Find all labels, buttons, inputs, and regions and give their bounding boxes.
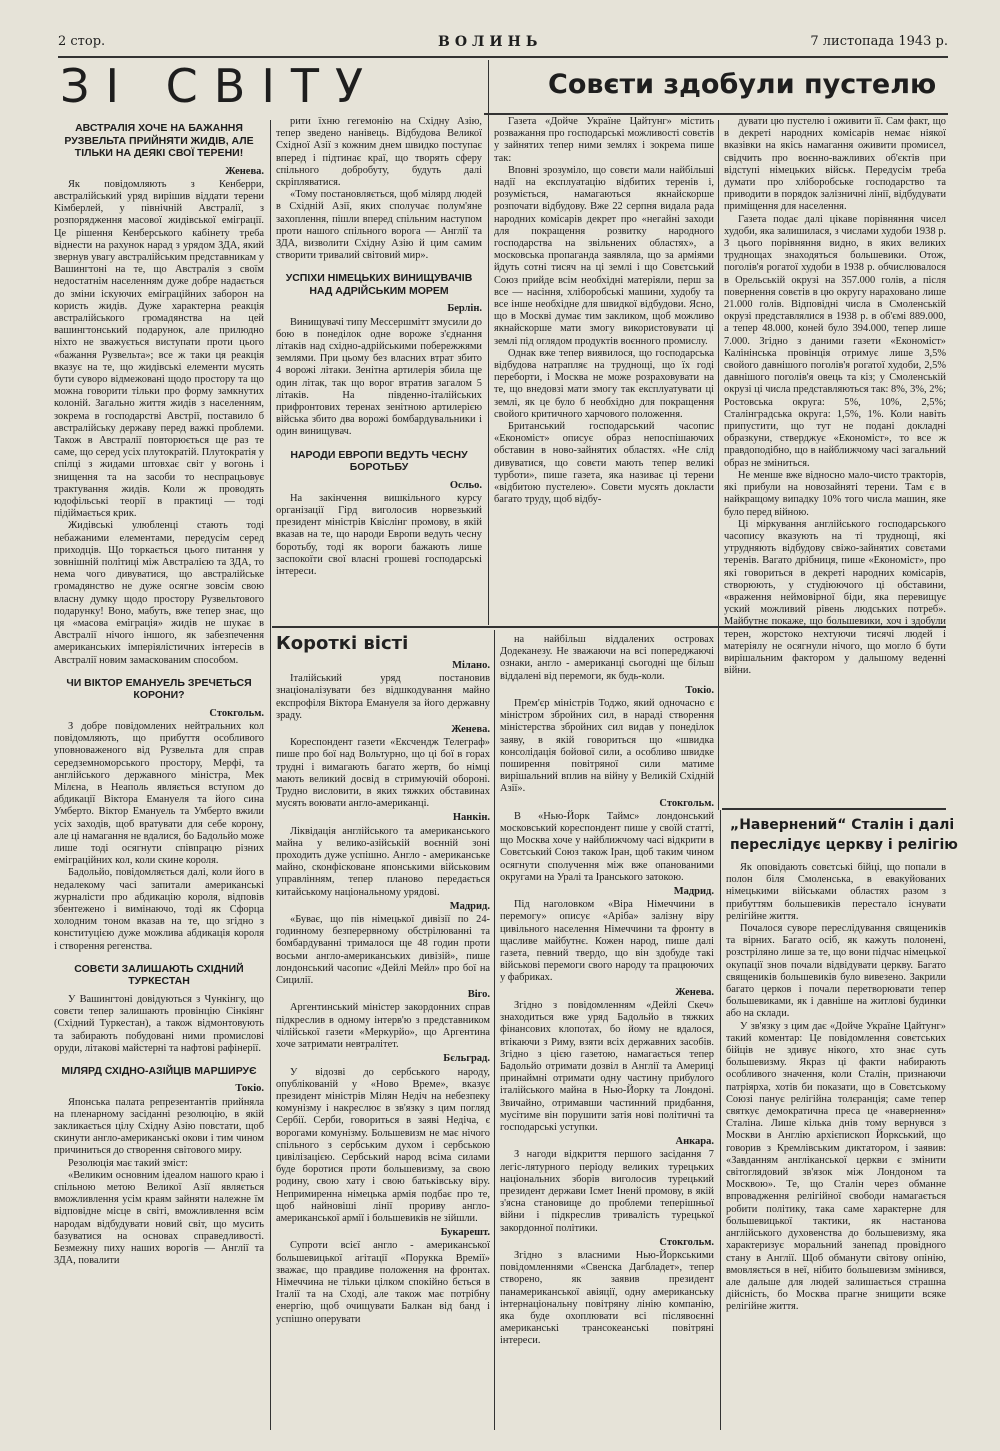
stalin-headline-1: „Навернений“ Сталін і далі	[730, 817, 955, 833]
article-paragraph: Як повідомляють з Кенберри, австралійський уряд вирішив віддати терени Кімберлей, у північній Австралії, з розпорядження масової жидівської еміграції. Це рішення Кенберського кабінету треба віднести на рахунок нарад з урядом ЗДА, який звернув увагу австралійським представникам у Вашингтоні на те, що Австралія з своїм недостатнім населенням дуже добре надається до зміни іскуючих еміграційних заборон на користь жидів. Дуже характерна реакція австралійського громадянства на цей вашингтонський подарунок, але прилюдно ніхто не зважується виступати проти цього «бажання Рузвельта»; все ж таки ця реакція вказує на те, що жидівські елементи мусять бути суворо відмежовані щодо простору та що можна говорити тільки про форму замкнутих колоній. Загально життя жидів з населенням, зокрема в господарстві Австрії, поставило б австралійську державу перед важкі проблеми. Також в Австралії повторюється ще раз те саме, що серед усіх плутократій. Плутократія у спілці з жидами штовхає світ у вогонь і знищення та на засоби то неспрацьовує трактування жидів. Коли ж проводять юдофільські теорії в практиці — тоді підіймається крик.	[54, 178, 264, 520]
news-dateline: Токіо.	[685, 684, 714, 696]
rule-stalin-top	[722, 808, 946, 810]
news-item: Супроти всієї англо - американської большевицької агітації «Порукка Времії» зважає, що правдиве положення на фронтах. Німеччина не тільки цілком спокійно бється в Італії та на Сході, але також має потрібну енергію, щоб очищувати Балкан від банд і успішно оперувати	[276, 1240, 490, 1325]
news-title: Короткі вісті	[276, 633, 409, 654]
news-dateline: Букарешт.	[440, 1227, 490, 1239]
news-dateline: Віго.	[467, 989, 490, 1001]
article-paragraph: З добре повідомлених нейтральних кол повідомляють, що прибуття особливого уповноваженого від Рузвельта для справ середземноморського простору, Мерфі, та англійського державного міністра, Мек Мілєна, в Неаполь являється вступом до абдикації Віктора Емануеля та його сина Умберто. Віктор Емануель та Умберто вжили усіх заходів, щоб вратувати для себе корону, але ці намагання не вдалися, бо Бадольйо може лише тоді осягнути співпрацю різних еміграційних кол, коли скине короля.	[54, 721, 264, 867]
article-paragraph: Як оповідають совєтські бійці, що попали в полон біля Смоленська, в евакуйованих німецькими військами областях разом з прибуттям большевиків перестало існувати релігійне життя.	[726, 862, 946, 922]
article-dateline: Берлін.	[447, 303, 482, 315]
article-dateline: Осльо.	[449, 479, 482, 491]
news-left-column	[276, 658, 490, 1430]
article-paragraph: «Великим основним ідеалом нашого краю і спільною метою Великої Азії являється вможливлення усім краям зайняти належне їм відповідне місце в світі, вможливлення всім народам відбудувати новий світ, що мусить базуватися на основах справедливості. Безмежну пиху наших ворогів — Англії та ЗДА, повалити	[54, 1169, 264, 1267]
article-paragraph: Винищувачі типу Мессершмітт змусили до бою в понеділок одне вороже з'єднання літаків над східно-адрійськими побережжями землями. При цьому без власних втрат збито 4 ворожі літаки. Зенітна артилерія збила ще один літак, так що ворог втратив загалом 5 літаків. На південно-італійських прифронтових теренах зенітною артилерією війська збито два ворожі бомбардувальники і один винищувач.	[276, 316, 482, 438]
issue-date: 7 листопада 1943 р.	[810, 34, 948, 49]
stalin-headline-2: переслідує церкву і релігію	[730, 837, 958, 853]
article-paragraph: Британський господарський часопис «Економіст» описує образ непоспішаючих обставин в ново-зайнятих областях. «Не слід дивуватися, що совєти мають тепер великі турботи», пише газета, яка називає ці терени «відбитою пустелею». Совєти мусять докласти багато труду, щоб відбу-	[494, 421, 714, 506]
article-dateline: Токіо.	[235, 1083, 264, 1095]
news-item: Кореспондент газети «Ексчендж Телеграф» пише про бої над Вольтурно, що ці бої в горах трудні і вимагають багато жертв, бо німці мають великий досвід в стримуючій обороні. Трудно висловити, в яких тяжких обставинах мусять воювати англо-американці.	[276, 737, 490, 810]
left-column	[54, 112, 264, 1430]
article-paragraph: Бадольйо, повідомляється далі, коли його в недалекому часі запитали американські журналісти про абдикацію короля, відповів збентежено і вимінаючо, тоді як Сфорца холодним тоном вказав на те, що згідно з конституцією дуже можлива абдикація короля і створення регенства.	[54, 867, 264, 952]
news-right-column	[500, 634, 714, 1430]
news-item: В «Нью-Йорк Таймс» лондонський московський кореспондент пише у своїй статті, що Москва хоче у найближчому часі відкрити в Совєтський Союз також Іран, щоб таким чином осягнути сполучення між вже опанованими округами на Уралі та Іранського затокою.	[500, 810, 714, 883]
article-paragraph: рити їхню гегемонію на Східну Азію, тепер зведено нанівець. Відбудова Великої Східної Азії з кожним днем швидко поступає вперед і підтинає краї, що творять сферу спільного добробуту, будуть далі скріпляватися.	[276, 116, 482, 189]
news-dateline: Мілано.	[452, 660, 490, 671]
soviets-column-2	[724, 116, 946, 804]
section-title: ЗІ СВІТУ	[60, 59, 380, 113]
news-dateline: Женева.	[451, 724, 490, 736]
article-headline: АВСТРАЛІЯ ХОЧЕ НА БАЖАННЯ РУЗВЕЛЬТА ПРИЙНЯТИ ЖИДІВ, АЛЕ ТІЛЬКИ НА ДЕЯКІ СВОЇ ТЕРЕНИ!	[64, 122, 254, 159]
article-paragraph: Жидівські улюбленці стають тоді небажаними елементами, передусім серед приходців. Що торкається цього питання у зовнішній політиці між Австралією та ЗДА, то нема чого дивуватися, що австралійське громадянство не дуже осягне зовсім свою власну думку щодо простору Рузвельтового подарунку! Воно, мабуть, вже тепер знає, що ця «масова еміграція» жидів не шукає в Австралії нічого іншого, як забезпечення американських імперіялістичних інтересів в Австралії новим замаскованим способом.	[54, 520, 264, 666]
news-dateline: Мадрид.	[449, 900, 490, 912]
article-headline: МІЛЯРД СХІДНО-АЗІЙЦІВ МАРШИРУЄ	[61, 1064, 257, 1077]
article-paragraph: Вповні зрозуміло, що совєти мали найбільші надії на експлуатацію відбитих теренів і, розуміється, намагаються якнайскорше розпочати відбудову. Вже 22 серпня видала рада народних комісарів декрет про «негайні заходи для покращення розвитку народного господарства на звільнених областях», а московська пропаганда заявляла, що за арміями йдуть сотні тисяч на ці землі і що Совєтський Союз прийде всім необхідні матеріяли, перш за все — насіння, хліборобські машини, худобу та все інше необхідне для швидкої відбудови. Ясно, що в Москві думає тим закликом, щоб можливо якнайскорше мати змогу використовувати ці землі під оглядом продуктів воєнного промислу.	[494, 164, 714, 347]
article-headline: НАРОДИ ЕВРОПИ ВЕДУТЬ ЧЕСНУ БОРОТЬБУ	[290, 448, 468, 474]
news-item: Аргентинський міністер закордонних справ підкреслив в одному інтерв'ю з представником чілійської газети «Меркурйо», що Аргентина хоче затримати невтралітет.	[276, 1002, 490, 1051]
news-item: Під наголовком «Віра Німеччини в перемогу» описує «Аріба» залізну віру цивільного населення Німеччини та фронту в щасливе майбутнє. Кожен народ, пише далі газета, певний твердо, що він здобуде такі військові перемоги свого народу та працюючих у фабриках.	[500, 899, 714, 984]
rule-top-right	[718, 120, 719, 810]
rule-left	[270, 120, 271, 1430]
article-paragraph: У Вашингтоні довідуються з Чункінгу, що совєти тепер залишають провінцію Сінкіянг (Східний Туркестан), а також відмонтовують та забирають побудовані ними промислові оруди, літакові майстерні та нафтові рафінерії.	[54, 993, 264, 1054]
news-item: Згідно з повідомленням «Дейлі Скеч» знаходиться вже уряд Бадольйо в тяжких фінансових клопотах, бо йому не вдалося, втікаючи з Риму, взяти всіх державних засобів. Згідно з цією газетою, намагається тепер Бадольйо отримати дозвіл в Англії та Америці принаймні отримати одну частину прибулого італійського майна в Нью-Йорку та Лондоні. Звичайно, отримавши частинний придбання, мусітиме він порушити затія нові політичні та господарські уступки.	[500, 999, 714, 1133]
news-item: на найбільш віддалених островах Додеканезу. Не зважаючи на всі попереджаючі ознаки, англо - американці сьогодні ще більш віддалені від перемоги, як будь-коли.	[500, 634, 714, 682]
article-paragraph: На закінчення вишкільного курсу організації Гірд виголосив норвезький президент міністрів Квіслінг промову, в якій вказав на те, що народи Европи ведуть чесну боротьбу, тоді як вороги бажають лише заспокоїти свої власні грошеві господарські інтереси.	[276, 492, 482, 578]
middle-upper-column	[276, 116, 482, 622]
article-headline: ЧИ ВІКТОР ЕМАНУЕЛЬ ЗРЕЧЕТЬСЯ КОРОНИ?	[66, 676, 252, 702]
rule-bottom-mid	[494, 630, 495, 1430]
news-item: Згідно з власними Нью-Йоркськими повідомленнями «Свенска Дагбладет», тепер створено, як заявив президент панамериканської авіяції, одну американську інтернаціональну повітряну лінію компанію, яка буде охоплювати всі післявоєнні американські трансокеанські повітряні інтереси.	[500, 1249, 714, 1347]
news-dateline: Женева.	[675, 986, 714, 998]
article-paragraph: Однак вже тепер виявилося, що господарська відбудова натрапляє на труднощі, що їх годі переборти, і Москва не може розраховувати на те, що внедовзі мати змогу так експлуатувати ці землі, як це було б необхідно для покращення свойого критичного харчового положення.	[494, 347, 714, 420]
article-paragraph: Ці міркування англійського господарського часопису вказують на ті труднощі, які утрудняють відбудову свіжо-зайнятих совєтами теренів. Вагато дрібниця, пише «Економіст», про які говориться в декреті народних комісарів, створюють, у студіюючого ці обставини, «враження неймовірної біди, яка перевищує уский можливий рівень людських потреб». Майбутнє покаже, що большевики, хоч і здобули терен, жорстоко нехтуючи тисячі людей і матеріялу не осягнули нічого, що могло б бути вирішальним фактором у дальшому веденні війни.	[724, 518, 946, 677]
article-paragraph: дувати цю пустелю і оживити її. Сам факт, що в декреті народних комісарів немає ніякої вказівки на якісь намагання оживити промисел, свідчить про воєнно-важливих об'єктів при відступі німецьких військ. Передусім треба думати про хліборобське господарство та приводити в порядок залізничні лінії, відбудувати приміщення для населення.	[724, 116, 946, 213]
article-headline: УСПІХИ НІМЕЦЬКИХ ВИНИЩУВАЧІВ НАД АДРІЙСЬКИМ МОРЕМ	[285, 272, 473, 297]
top-rule	[484, 113, 948, 115]
news-dateline: Бєльград.	[443, 1053, 490, 1065]
news-item: З нагоди відкриття першого засідання 7 легіс-лятурного періоду великих турецьких національних зборів виголосив турецький президент держави Ісмет Іненй промову, в якій з'ясна становище до проблеми теперішньої війни і підкреслив тривалість турецької закордонної політики.	[500, 1149, 714, 1234]
news-item: Прем'єр міністрів Тоджо, який одночасно є міністром збройних сил, в нараді створення міністерства збройних сил видав у понеділок заяву, в якій говориться що «швидка консолідація бойової сили, а особливо швидке поширення повітряної сили матиме вирішальний вплив на війну у Великій Східній Азії».	[500, 698, 714, 795]
article-paragraph: Газета подає далі цікаве порівняння чисел худоби, яка залишилася, з числами худоби 1938 р. З цього порівняння видно, в яких великих труднощах знаходяться большевики. Отож, поголів'я рогатої худоби в 1938 р. обчислювалося в Орельській окрузі на 357.000 голів, а після повернення совєтів в цю округу нараховано лише 21.000 голів. Відповідні числа в Смоленській окрузі представлялися в 1938 р. в об'ємі 889.000, а тепер 48.000, коней було 394.000, тепер лише 7.000. Згідно з даними газети «Економіст» Калінінська провінція отримує лише 3,5% свойого давнішого поголів'я рогатої худоби, 2,5% давнішого поголів'я овець та кіз; у Смоленській окрузі ці числа представляються так: 8%, 3%, 2%; Ростовська округа: 5%, 10%, 2,5%; Сталінградська округа: 1,5%, 1%. Коли навіть припустити, що тут не подані докладні образкуни, стверджує «Економіст», то все ж правдоподібно, що в найближчому часі загальний образ не зміниться.	[724, 213, 946, 469]
news-dateline: Стокгольм.	[659, 797, 714, 809]
article-paragraph: «Тому постановляється, щоб мілярд людей в Східній Азії, яких сполучає полум'яне захоплення, пішли вперед спільним наступом проти нашого спільного ворога — Англії та ЗДА, визволити Східну Азію й цим самим створити тривалий світовий мир».	[276, 189, 482, 262]
news-dateline: Стокгольм.	[659, 1236, 714, 1248]
news-dateline: Мадрид.	[673, 886, 714, 898]
page-number: 2 стор.	[58, 34, 106, 49]
stalin-article	[726, 862, 946, 1430]
news-item: «Буває, що пів німецької дивізії по 24-годинному безперервному обстрілюванні та бомбардуванні трималося ще 48 годин проти восьми англо-американських дивізій», пише лондонський часопис «Дейлі Мейл» про бої на Сицилії.	[276, 914, 490, 987]
news-item: У відозві до сербського народу, опублікованій у «Ново Време», вказує президент міністрів Мілян Недіч на небезпеку комунізму і накреслює в зв'язку з цим погляд Сербії. Серби, говориться в заяві Недіча, є ворогами комунізму. Большевизм не має нічого спільного з сербським духом і сербською цивілізацією. Сербський народ всіма силами буде боротися проти большевизму, за свою родину, свою хату і свою батьківську віру. Непримиренна німецька армія подбає про те, щоб найновіші лінії прориву англо-американської армії і большевиків не зійшли.	[276, 1066, 490, 1224]
article-paragraph: Почалося суворе переслідування священиків та вірних. Багато осіб, як кажуть полонені, розстріляно лише за те, що вони підчас німецької окупації знов почали відвідувати церкву. Багато священиків большевиків було вивезено. Закрили багато церков і почали перетворювати тепер большевиками, як і давніше на житлові будинки або на склади.	[726, 923, 946, 1020]
news-item: Італійський уряд постановив знаціоналізувати без відшкодування майно експрофіля Віктора Емануеля за його державну зраду.	[276, 673, 490, 721]
rule-bottom-right	[720, 810, 721, 1430]
news-item: Ліквідація англійського та американського майна у велико-азійській воєнній зоні проходить дуже успішно. Англо - американське майно, сконфісковане японськими військовим управлінням, тепер планово передається китайському національному урядові.	[276, 825, 490, 898]
article-dateline: Стокгольм.	[209, 707, 264, 719]
article-dateline: Женева.	[225, 165, 264, 177]
rule-top-mid	[488, 60, 489, 625]
article-paragraph: Резолюція має такий зміст:	[68, 1157, 188, 1169]
page-header	[58, 30, 948, 58]
article-paragraph: Газета «Дойче Україне Цайтунг» містить розважання про господарські можливості совєтів у зайнятих тепер ними землях і зокрема пише так:	[494, 116, 714, 164]
article-paragraph: Не менше вже відносно мало-чисто тракторів, які прибули на новозайняті терени. Там є в найкращому випадку 10% того числа машин, яке було перед війною.	[724, 469, 946, 518]
newspaper-name: ВОЛИНЬ	[438, 34, 543, 50]
soviets-headline: Совєти здобули пустелю	[548, 69, 937, 100]
news-dateline: Нанкін.	[452, 812, 490, 824]
article-headline: СОВЄТИ ЗАЛИШАЮТЬ СХІДНИЙ ТУРКЕСТАН	[74, 962, 244, 988]
article-paragraph: У зв'язку з цим дає «Дойче Україне Цайтунг» такий коментар: Це повідомлення совєтських бійців не здивує нікого, хто знає суть большевизму. Якраз ці факти набирають особливого значення, коли Сталін, признаючи патріярха, хотів би показати, що в Совєтському Союзі панує релігійна толєранція; саме тепер святкує демократична преса це «навернення» Сталіна. Лише кілька днів тому вернувся з Москви в Англію архієпископ Йоркський, що говорив з Кремлівським диктатором, і заявив: «Завданням англіканської церкви є змінити світоглядовий зв'язок між Лондоном та Москвою». Те, що Сталін через обманне впровадження релігійної свободи намагається робити політику, така саме характерне для большевицької тактики, як настанова англійського духовенства до большевизму, яка характеризує моральний занепад провідного стану в Англії. Щоб обманути світову опінію, вмовляється в неї, нібито большевизм змінився, але дальше для людей залишається страшна дійсність, бо Москва прагне знищити всяке релігійне життя.	[726, 1020, 946, 1313]
news-dateline: Анкара.	[675, 1136, 714, 1148]
soviets-column-1	[494, 116, 714, 622]
article-paragraph: Японська палата репрезентантів прийняла на пленарному засіданні резолюцію, в якій закликається цілу Східну Азію повстати, щоб скинути англо-американські окови і тим чином причиниться до створення світового миру.	[54, 1096, 264, 1157]
